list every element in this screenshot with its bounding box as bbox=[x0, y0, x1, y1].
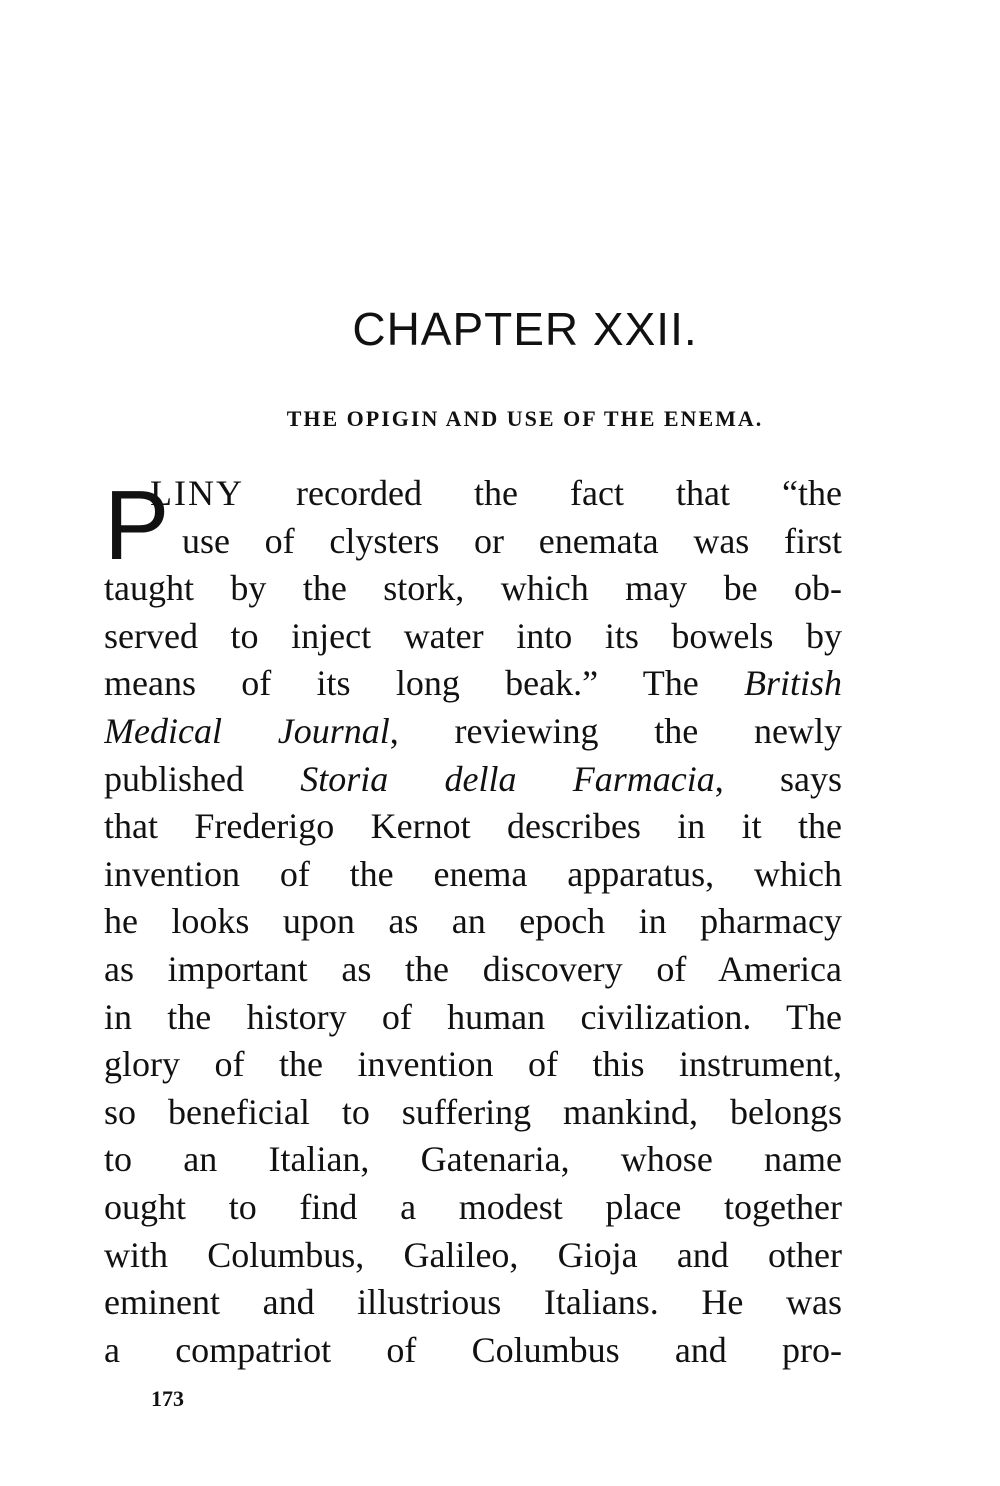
text-line: invention of the enema apparatus, which bbox=[104, 853, 842, 894]
text-segment: published bbox=[104, 758, 301, 799]
text-line: eminent and illustrious Italians. He was bbox=[104, 1282, 842, 1323]
text-line: ought to find a modest place together bbox=[104, 1186, 842, 1227]
text-line: he looks upon as an epoch in pharmacy bbox=[104, 901, 842, 942]
text-line: to an Italian, Gatenaria, whose name bbox=[104, 1139, 842, 1180]
text-line: a compatriot of Columbus and pro- bbox=[104, 1329, 842, 1370]
text-line: so beneficial to suffering mankind, belongs bbox=[104, 1091, 842, 1132]
first-line-rest: recorded the fact that “the bbox=[296, 473, 842, 513]
text-segment: , says bbox=[714, 758, 842, 799]
italic-title: British bbox=[743, 663, 842, 704]
page-number: 173 bbox=[151, 1386, 184, 1411]
text-line: taught by the stork, which may be ob- bbox=[104, 568, 842, 609]
text-line: in the history of human civilization. The bbox=[104, 996, 842, 1037]
text-line: use of clysters or enemata was first bbox=[182, 520, 842, 561]
italic-title: Medical Journal bbox=[104, 710, 390, 751]
drop-cap: P bbox=[104, 470, 170, 580]
text-line: served to inject water into its bowels by bbox=[104, 615, 842, 656]
text-line: glory of the invention of this instrument, bbox=[104, 1044, 842, 1085]
text-line: with Columbus, Galileo, Gioja and other bbox=[104, 1234, 842, 1275]
text-line bbox=[104, 660, 842, 708]
text-segment: , reviewing the newly bbox=[389, 710, 842, 751]
chapter-title: CHAPTER XXII. bbox=[352, 303, 698, 355]
text-line bbox=[104, 756, 842, 804]
first-line-caps: LINY bbox=[150, 473, 244, 513]
chapter-subtitle: THE OPIGIN AND USE OF THE ENEMA. bbox=[286, 406, 764, 431]
body-text bbox=[104, 470, 842, 1374]
text-line: as important as the discovery of America bbox=[104, 948, 842, 989]
text-segment: means of its long beak.” The bbox=[104, 663, 744, 704]
text-line bbox=[104, 708, 842, 756]
text-line: that Frederigo Kernot describes in it the bbox=[104, 806, 842, 847]
italic-title: Storia della Farmacia bbox=[300, 758, 715, 799]
